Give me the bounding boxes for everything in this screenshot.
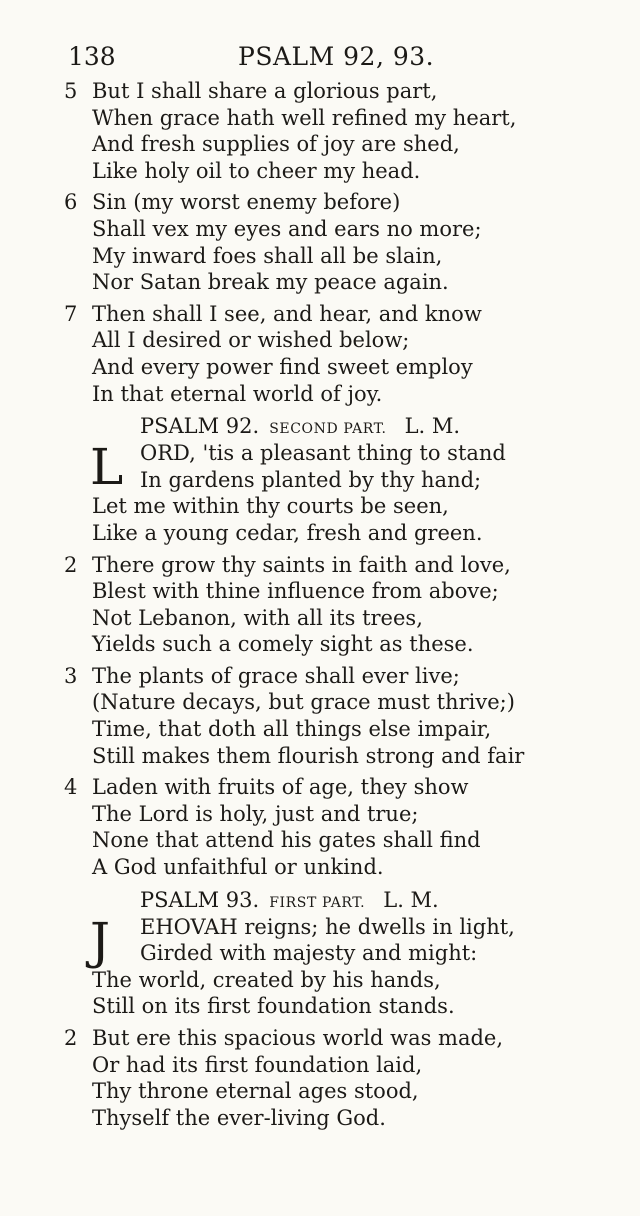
verse-number: 4	[64, 775, 78, 800]
verse-line: Then shall I see, and hear, and know	[92, 301, 482, 326]
stanza-7	[0, 301, 640, 407]
verse-line: Girded with majesty and might:	[140, 941, 478, 966]
verse-line: Sin (my worst enemy before)	[92, 190, 401, 215]
psalm-part: SECOND PART.	[269, 421, 387, 438]
psalm-title: PSALM 93.	[140, 887, 260, 912]
verse-line: But I shall share a glorious part,	[92, 79, 438, 103]
stanza-3	[0, 663, 640, 769]
verse-line: In that eternal world of joy.	[92, 381, 383, 406]
page-number: 138	[68, 42, 116, 71]
verse-line: Like holy oil to cheer my head.	[92, 158, 421, 183]
verse-number: 5	[64, 79, 78, 103]
verse-line: A God unfaithful or unkind.	[92, 855, 384, 880]
verse-line: Or had its first foundation laid,	[92, 1052, 423, 1077]
verse-line: In gardens planted by thy hand;	[140, 467, 482, 492]
page-body	[0, 78, 640, 1136]
verse-line: Still makes them flourish strong and fair	[92, 743, 525, 768]
psalm-92-heading	[0, 412, 640, 440]
verse-line: ORD, 'tis a pleasant thing to stand	[140, 441, 506, 466]
verse-line: Nor Satan break my peace again.	[92, 270, 449, 295]
stanza-1	[0, 911, 640, 1020]
verse-line: And every power find sweet employ	[92, 354, 473, 379]
verse-number: 2	[64, 552, 78, 577]
verse-line: The plants of grace shall ever live;	[92, 663, 460, 688]
verse-line: Blest with thine influence from above;	[92, 579, 499, 604]
verse-line: Let me within thy courts be seen,	[92, 494, 449, 519]
verse-line: None that attend his gates shall find	[92, 828, 481, 853]
verse-line: And fresh supplies of joy are shed,	[92, 132, 460, 157]
verse-line: The Lord is holy, just and true;	[92, 801, 419, 826]
stanza-2	[0, 1025, 640, 1131]
stanza-4	[0, 774, 640, 880]
verse-number: 6	[64, 190, 78, 215]
verse-line: (Nature decays, but grace must thrive;)	[92, 690, 515, 715]
verse-number: 2	[64, 1026, 78, 1050]
psalm-93-heading	[0, 886, 640, 914]
verse-line: Not Lebanon, with all its trees,	[92, 605, 423, 630]
running-title: PSALM 92, 93.	[238, 42, 435, 71]
page-header	[68, 42, 568, 78]
stanza-1	[0, 440, 640, 546]
verse-line: My inward foes shall all be slain,	[92, 243, 443, 268]
verse-number: 3	[64, 663, 78, 688]
verse-line: There grow thy saints in faith and love,	[92, 552, 511, 577]
verse-number: 7	[64, 301, 78, 326]
verse-line: Like a young cedar, fresh and green.	[92, 520, 483, 545]
verse-line: But ere this spacious world was made,	[92, 1026, 504, 1050]
psalm-title: PSALM 92.	[140, 414, 260, 439]
drop-cap: L	[90, 438, 124, 497]
verse-line: Thy throne eternal ages stood,	[92, 1079, 419, 1104]
verse-line: EHOVAH reigns; he dwells in light,	[140, 914, 515, 939]
psalm-meter: L. M.	[383, 887, 439, 912]
verse-line: Shall vex my eyes and ears no more;	[92, 216, 482, 241]
verse-line: Still on its first foundation stands.	[92, 994, 455, 1019]
verse-line: The world, created by his hands,	[92, 967, 441, 992]
verse-line: Thyself the ever-living God.	[92, 1105, 386, 1130]
stanza-5	[0, 78, 640, 184]
verse-line: When grace hath well refined my heart,	[92, 105, 517, 130]
verse-line: Laden with fruits of age, they show	[92, 775, 469, 800]
psalm-meter: L. M.	[404, 414, 461, 439]
verse-line: Yields such a comely sight as these.	[92, 632, 474, 657]
stanza-2	[0, 552, 640, 658]
psalm-part: FIRST PART.	[269, 894, 366, 911]
verse-line: All I desired or wished below;	[92, 328, 410, 353]
drop-cap: J	[90, 911, 111, 970]
verse-line: Time, that doth all things else impair,	[92, 717, 492, 742]
stanza-6	[0, 189, 640, 295]
